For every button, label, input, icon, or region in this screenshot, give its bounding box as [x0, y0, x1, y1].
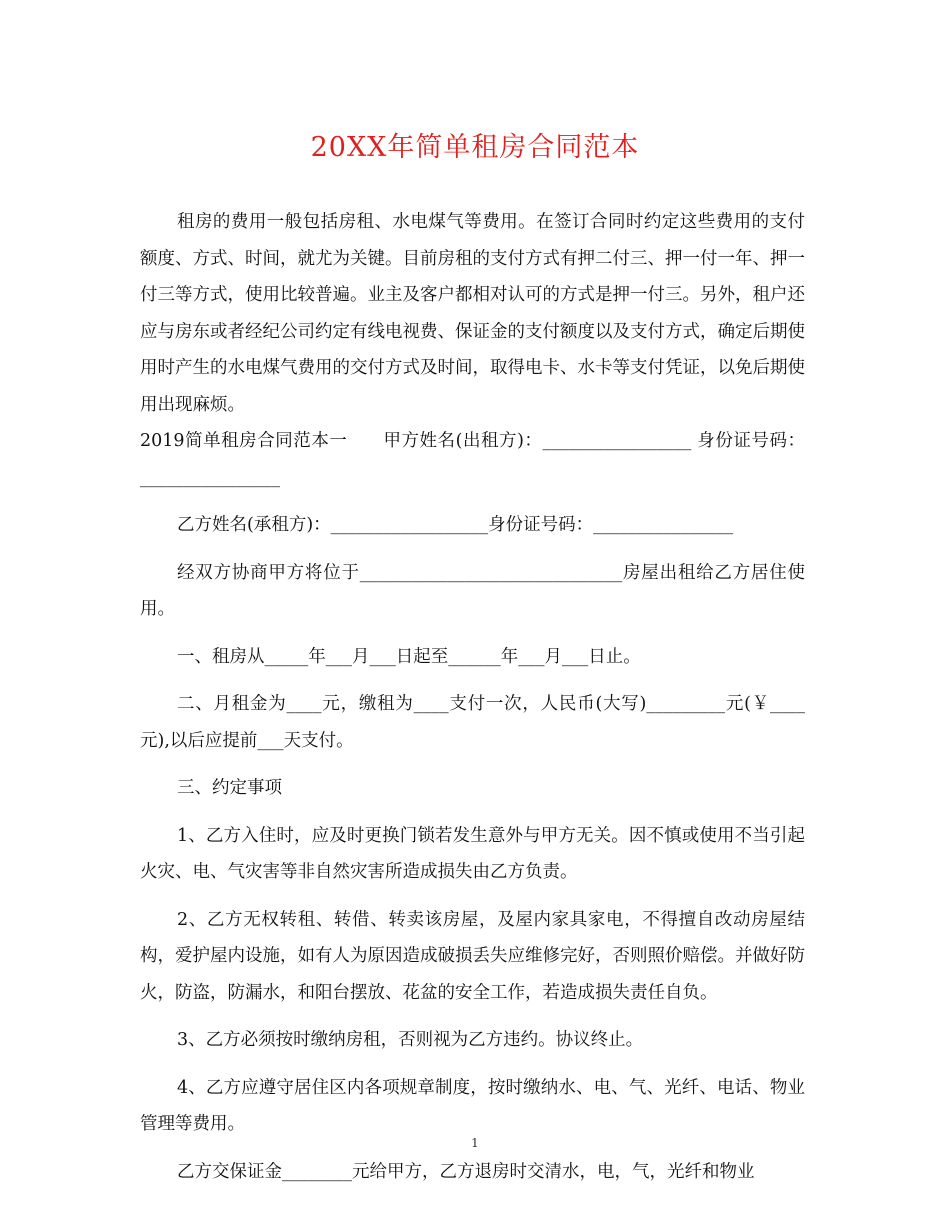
- deposit-line: 乙方交保证金________元给甲方，乙方退房时交清水，电，气，光纤和物业: [177, 1161, 755, 1182]
- clause-1: 一、租房从_____年___月___日起至______年___月___日止。: [177, 646, 641, 667]
- item-4: 4、乙方应遵守居住区内各项规章制度，按时缴纳水、电、气、光纤、电话、物业管理等费用。: [140, 1077, 805, 1134]
- document-title: 20XX年简单租房合同范本: [310, 132, 640, 163]
- document-body: [140, 204, 805, 1190]
- item-1: 1、乙方入住时，应及时更换门锁若发生意外与甲方无关。因不慎或使用不当引起火灾、电、气灾害等非自然灾害所造成损失由乙方负责。: [140, 825, 805, 882]
- location-line: 经双方协商甲方将位于______________________________房屋出租给乙方居住使用。: [140, 562, 805, 619]
- clause-2: 二、月租金为____元，缴租为____支付一次，人民币(大写)_________元(￥____元),以后应提前___天支付。: [140, 694, 805, 751]
- item-2: 2、乙方无权转租、转借、转卖该房屋，及屋内家具家电，不得擅自改动房屋结构，爱护屋内设施，如有人为原因造成破损丢失应维修完好，否则照价赔偿。并做好防火，防盗，防漏水，和阳台摆放、花盆的安全工作，若造成损失责任自负。: [140, 909, 805, 1003]
- party-b-line: 乙方姓名(承租方)：__________________身份证号码：________________: [177, 515, 734, 535]
- item-3: 3、乙方必须按时缴纳房租，否则视为乙方违约。协议终止。: [177, 1030, 644, 1050]
- intro-paragraph: 租房的费用一般包括房租、水电煤气等费用。在签订合同时约定这些费用的支付额度、方式、时间，就尤为关键。目前房租的支付方式有押二付三、押一付一年、押一付三等方式，使用比较普遍。业主及客户都相对认可的方式是押一付三。另外，租户还应与房东或者经纪公司约定有线电视费、保证金的支付额度以及支付方式，确定后期使用时产生的水电煤气费用的交付方式及时间，取得电卡、水卡等支付凭证，以免后期使用出现麻烦。: [140, 212, 805, 415]
- clause-3-heading: 三、约定事项: [177, 778, 282, 798]
- page-number: 1: [471, 1136, 479, 1150]
- party-a-line: 2019简单租房合同范本一 甲方姓名(出租方)：_________________ 身份证号码：________________: [140, 431, 805, 488]
